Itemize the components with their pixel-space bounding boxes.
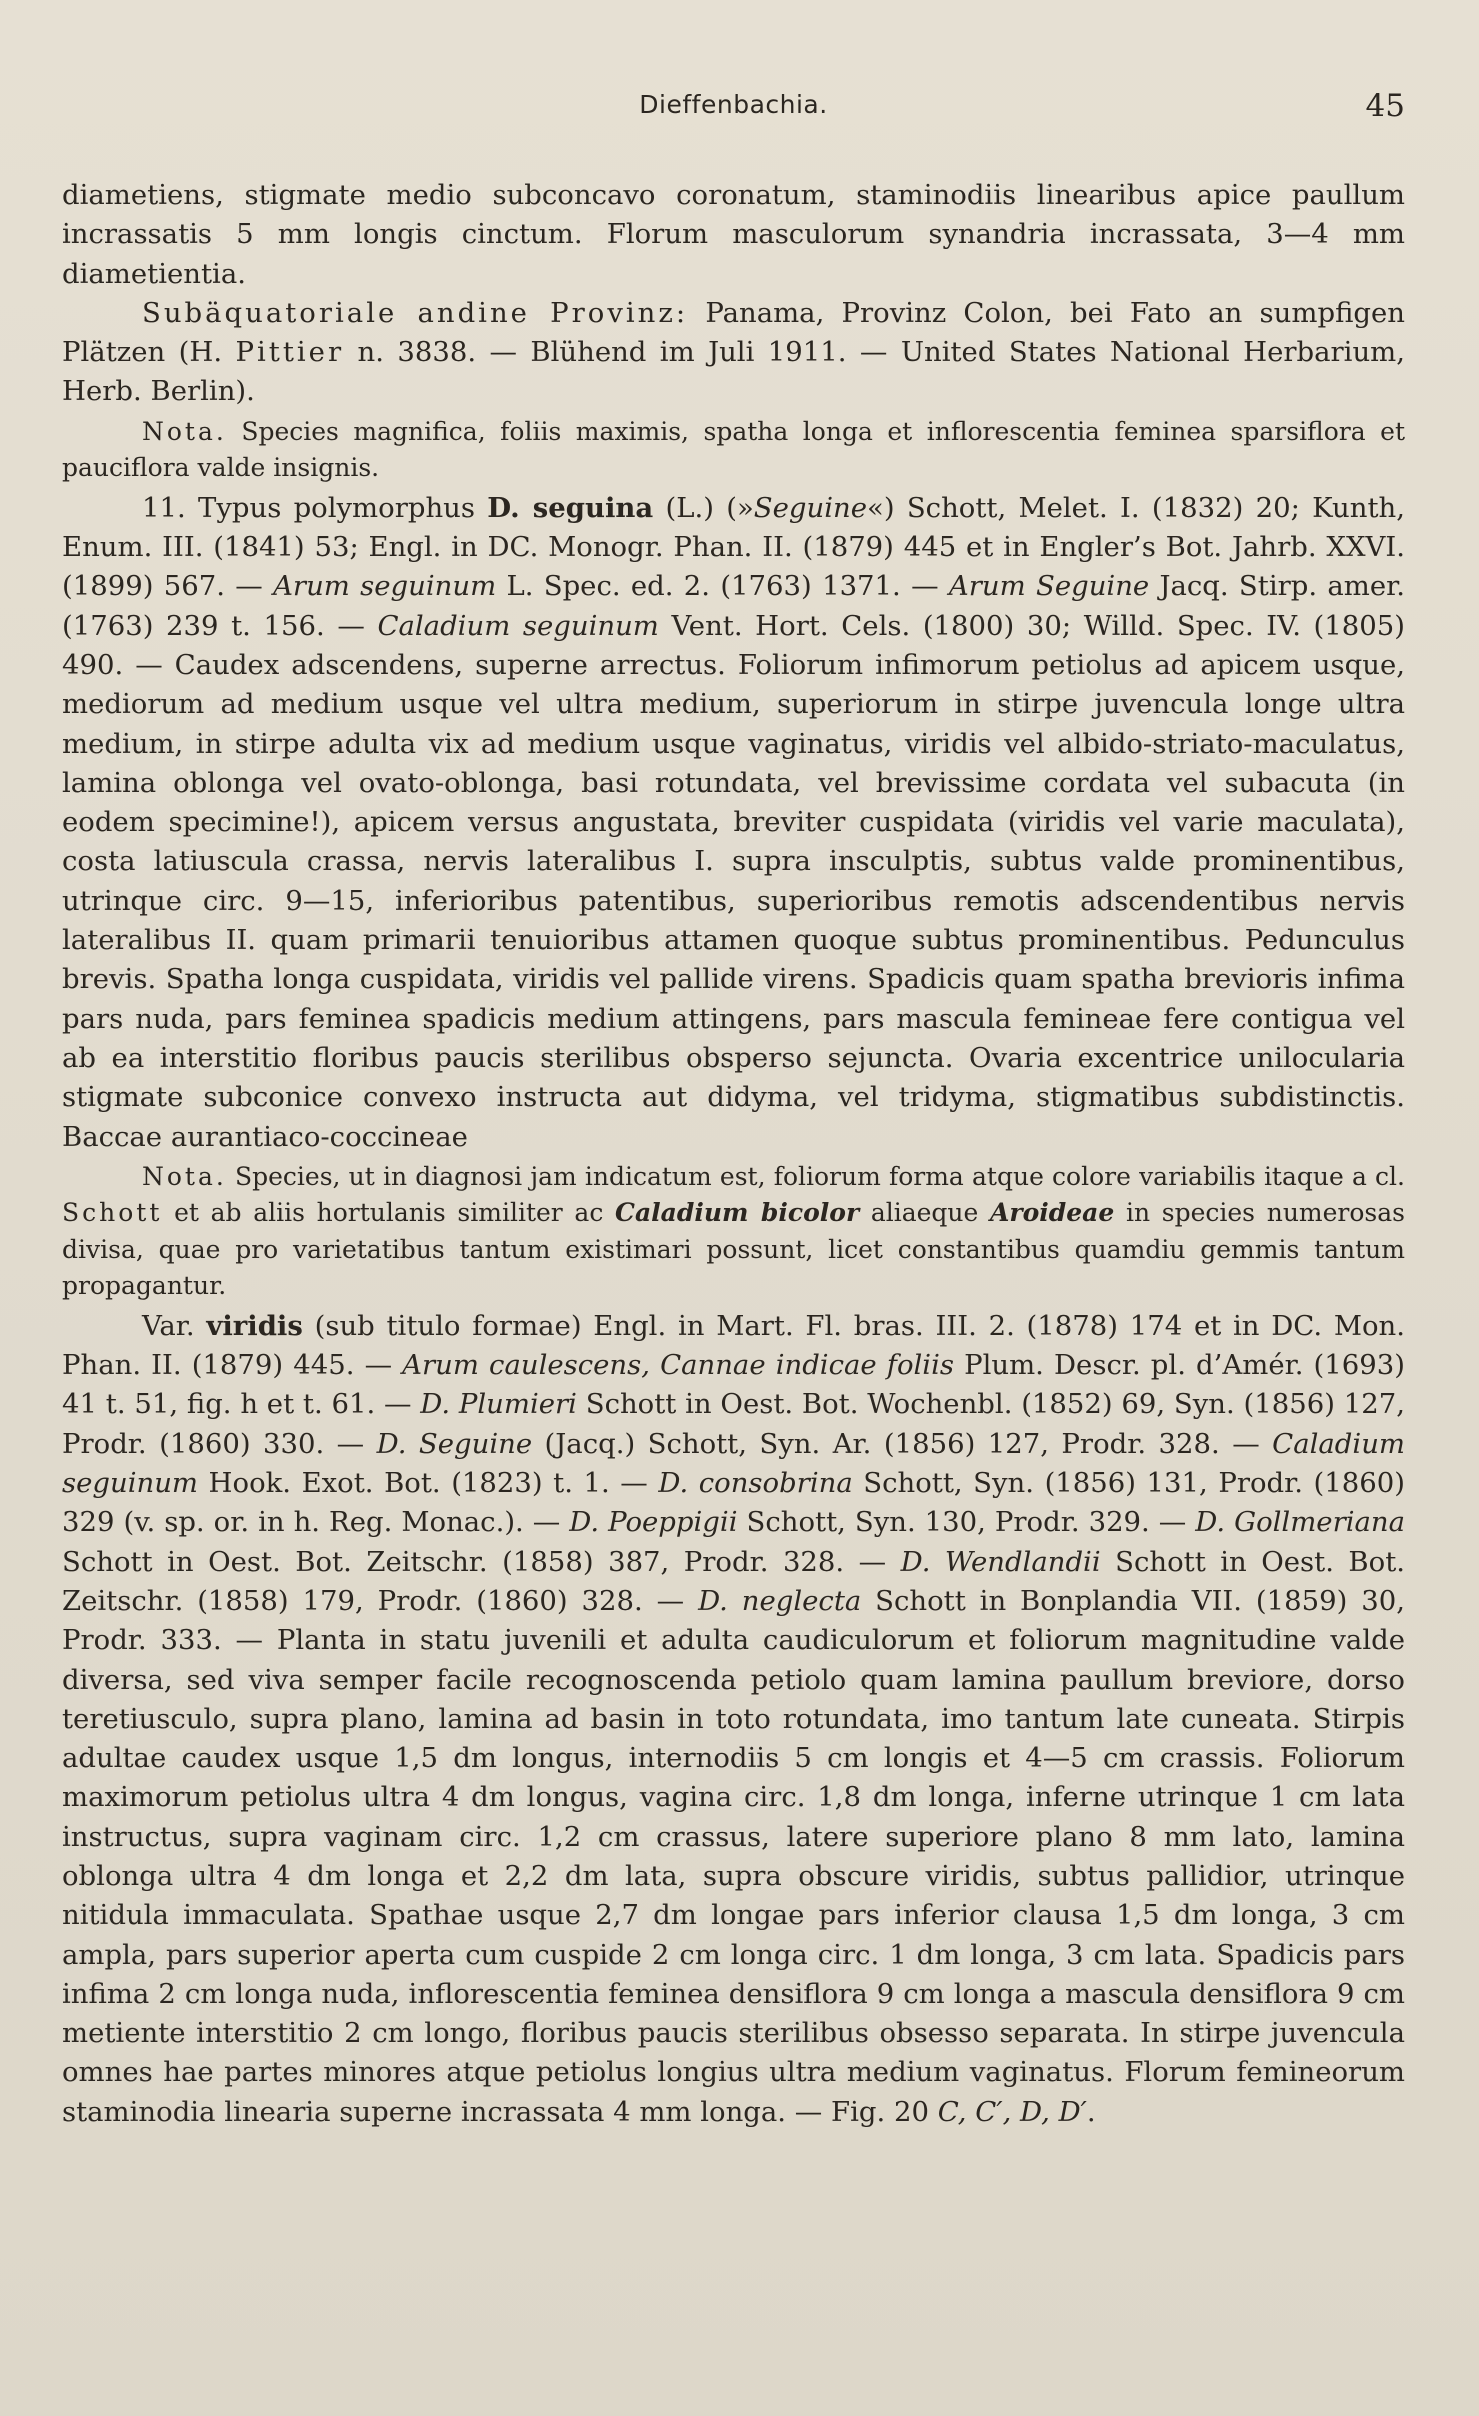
text-segment: (sub titulo formae) Engl. in Mart. Fl. bras. III. 2. (1878) 174 et in DC. Mon. Phan. II. (1879) 445. — [62, 1309, 1405, 1382]
text-segment: Jacq. Stirp. amer. (1763) 239 t. 156. — [62, 570, 1406, 642]
text-segment: Schott, Syn. 130, Prodr. 329. — [737, 1506, 1196, 1539]
running-head-title: Dieffenbachia. [639, 90, 828, 119]
text-segment: Schott in Oest. Bot. Zeitschr. (1858) 179, Prodr. (1860) 328. — [62, 1545, 1405, 1617]
text-segment: (L.) (» [653, 491, 754, 524]
paragraph-var-viridis [62, 1307, 1405, 2132]
author-name: Schott [62, 1198, 163, 1228]
paragraph-seguina [62, 489, 1405, 1157]
italic-name: Caladium bicolor [615, 1198, 860, 1228]
text-segment: Var. [142, 1309, 207, 1342]
italic-name: Caladium seguinum [62, 1427, 1405, 1500]
italic-name: D. neglecta [698, 1584, 862, 1617]
page-number: 45 [1365, 88, 1405, 124]
collector-name: Pittier [235, 336, 345, 369]
region-name: Subäquatoriale andine Provinz: [142, 296, 689, 329]
text-segment: Hook. Exot. Bot. (1823) t. 1. — [198, 1467, 659, 1500]
paragraph-female-flowers [62, 176, 1405, 294]
italic-name: D. Wendlandii [900, 1545, 1101, 1578]
text-segment: Schott in Oest. Bot. Wochenbl. (1852) 69, Syn. (1856) 127, Prodr. (1860) 330. — [62, 1388, 1405, 1460]
text-segment: Species, ut in diagnosi jam indicatum est, foliorum forma atque colore variabilis itaque a cl. [226, 1161, 1405, 1191]
italic-name: Seguine [753, 491, 868, 524]
text-segment: Schott in Oest. Bot. Zeitschr. (1858) 387, Prodr. 328. — [62, 1545, 901, 1578]
italic-name: D. consobrina [658, 1467, 853, 1500]
locality-text-2: n. 3838. — Blühend im Juli 1911. — United States National Herbarium, Herb. Berlin). [62, 336, 1405, 408]
nota-2 [62, 1159, 1405, 1305]
nota-1 [62, 414, 1405, 487]
text-segment: Vent. Hort. Cels. (1800) 30; Willd. Spec. IV. (1805) 490. — Caudex adscendens, superne arrectus. Foliorum infimorum petiolus ad apicem usque, mediorum ad medium usque vel ultra medium, superiorum in stirpe juvencula longe ultra medium, in stirpe adulta vix ad medium usque vaginatus, viridis vel albido-striato-maculatus, lamina oblonga vel ovato-oblonga, basi rotundata, vel brevissime cordata vel subacuta (in eodem specimine!), apicem versus angustata, breviter cuspidata (viridis vel varie maculata), costa latiuscula crassa, nervis lateralibus I. supra insculptis, subtus valde prominentibus, utrinque circ. 9—15, inferioribus patentibus, superioribus remotis adscendentibus nervis lateralibus II. quam primarii tenuioribus attamen quoque subtus prominentibus. Pedunculus brevis. Spatha longa cuspidata, viridis vel pallide virens. Spadicis quam spatha brevioris infima pars nuda, pars feminea spadicis medium attingens, pars mascula femineae fere contigua vel ab ea interstitio floribus paucis sterilibus obsperso sejuncta. Ovaria excentrice unilocularia stigmate subconice convexo instructa aut didyma, vel tridyma, stigmatibus subdistinctis. Baccae aurantiaco-coccineae [62, 609, 1405, 1153]
text-segment: (Jacq.) Schott, Syn. Ar. (1856) 127, Prodr. 328. — [532, 1427, 1273, 1460]
text-segment: Plum. Descr. pl. d’Amér. (1693) 41 t. 51, fig. h et t. 61. — [62, 1349, 1405, 1421]
text-segment: et ab aliis hortulanis similiter ac [162, 1198, 616, 1228]
italic-name: Arum seguinum [273, 570, 497, 603]
italic-name: Arum Seguine [948, 570, 1150, 603]
text-segment: . [1086, 2095, 1096, 2128]
nota-label: Nota. [142, 416, 227, 446]
italic-name: Aroideae [990, 1198, 1115, 1228]
text-segment: Schott, Syn. (1856) 131, Prodr. (1860) 329 (v. sp. or. in h. Reg. Monac.). — [62, 1467, 1406, 1539]
variety-name: viridis [206, 1309, 303, 1342]
text-segment: in species numerosas divisa, quae pro varietatibus tantum existimari possunt, licet constantibus quamdiu gemmis tantum propagantur. [62, 1198, 1405, 1301]
nota-text: Species magnifica, foliis maximis, spatha longa et inflorescentia feminea sparsiflora et pauciflora valde insignis. [62, 416, 1405, 483]
species-number: 11. Typus polymorphus [142, 491, 488, 524]
italic-name: Arum caulescens, Cannae indicae foliis [402, 1349, 954, 1382]
italic-name: D. Gollmeriana [1195, 1506, 1406, 1539]
running-head [62, 90, 1405, 136]
p1-text: diametiens, stigmate medio subconcavo coronatum, staminodiis linearibus apice paullum incrassatis 5 mm longis cinctum. Florum masculorum synandria incrassata, 3—4 mm diametientia. [62, 179, 1405, 290]
text-segment: Schott in Bonplandia VII. (1859) 30, Prodr. 333. — Planta in statu juvenili et adulta caudiculorum et foliorum magnitudine valde diversa, sed viva semper facile recognoscenda petiolo quam lamina paullum breviore, dorso teretiusculo, supra plano, lamina ad basin in toto rotundata, imo tantum late cuneata. Stirpis adultae caudex usque 1,5 dm longus, internodiis 5 cm longis et 4—5 cm crassis. Foliorum maximorum petiolus ultra 4 dm longus, vagina circ. 1,8 dm longa, inferne utrinque 1 cm lata instructus, supra vaginam circ. 1,2 cm crassus, latere superiore plano 8 mm lato, lamina oblonga ultra 4 dm longa et 2,2 dm lata, supra obscure viridis, subtus pallidior, utrinque nitidula immaculata. Spathae usque 2,7 dm longae pars inferior clausa 1,5 dm longa, 3 cm ampla, pars superior aperta cum cuspide 2 cm longa circ. 1 dm longa, 3 cm lata. Spadicis pars infima 2 cm longa nuda, inflorescentia feminea densiflora 9 cm longa a mascula densiflora 9 cm metiente interstitio 2 cm longo, floribus paucis sterilibus obsesso separata. In stirpe juvencula omnes hae partes minores atque petiolus longius ultra medium vaginatus. Florum femineorum staminodia linearia superne incrassata 4 mm longa. — Fig. 20 [62, 1584, 1405, 2128]
italic-name: D. Seguine [376, 1427, 533, 1460]
text-segment: «) Schott, Melet. I. (1832) 20; Kunth, Enum. III. (1841) 53; Engl. in DC. Monogr. Phan. II. (1879) 445 et in Engler’s Bot. Jahrb. XXVI. (1899) 567. — [62, 491, 1405, 603]
locality-text: Panama, Provinz Colon, bei Fato an sumpfigen Plätzen (H. [62, 296, 1405, 369]
paragraph-locality [62, 294, 1405, 412]
text-segment: L. Spec. ed. 2. (1763) 1371. — [496, 570, 949, 603]
nota-label: Nota. [142, 1161, 227, 1191]
species-name: D. seguina [487, 491, 654, 524]
italic-name: Caladium seguinum [377, 609, 659, 642]
figure-reference: C, C′, D, D′ [937, 2095, 1087, 2128]
text-segment: aliaeque [859, 1198, 991, 1228]
italic-name: D. Poeppigii [569, 1506, 738, 1539]
italic-name: D. Plumieri [420, 1388, 577, 1421]
